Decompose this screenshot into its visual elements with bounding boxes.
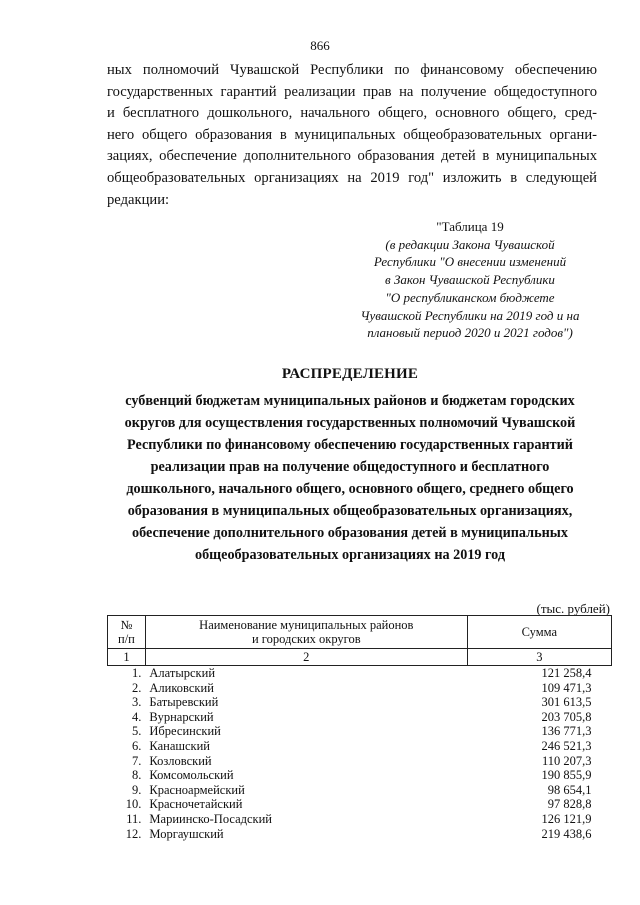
intro-line: зациях, обеспечение дополнительного образования детей в муниципальных (107, 148, 597, 165)
row-sum: 98 654,1 (547, 782, 592, 797)
column-number-row (108, 649, 612, 666)
row-sum: 110 207,3 (541, 753, 592, 768)
row-sum: 97 828,8 (547, 797, 592, 812)
subtitle-line: округов для осуществления государственных полномочий Чувашской (124, 415, 576, 431)
row-name: Красночетайский (149, 797, 243, 812)
column-number: 2 (145, 649, 467, 666)
header-name-line: и городских округов (251, 632, 361, 646)
subtitle-line: общеобразовательных организациях на 2019 год (194, 547, 506, 563)
subtitle-line: дошкольного, начального общего, основного общего, среднего общего (126, 481, 574, 497)
row-name: Мариинско-Посадский (149, 811, 272, 826)
units-label: (тыс. рублей) (536, 601, 610, 616)
table-row (108, 768, 612, 783)
distribution-subtitle (100, 390, 600, 566)
row-num: 9. (132, 782, 142, 797)
row-sum: 219 438,6 (541, 826, 592, 841)
table-note-line: (в редакции Закона Чувашской (385, 236, 555, 252)
row-sum: 109 471,3 (541, 680, 592, 695)
header-name-line: Наименование муниципальных районов (199, 618, 414, 632)
header-num (108, 616, 146, 649)
table-note-line: в Закон Чувашской Республики (385, 272, 555, 288)
row-num: 6. (132, 738, 142, 753)
row-name: Комсомольский (149, 768, 234, 783)
intro-line: и бесплатного дошкольного, начального общего, основного общего, сред- (107, 105, 597, 122)
intro-line: него общего образования в муниципальных общеобразовательных органи- (107, 126, 597, 143)
row-sum: 190 855,9 (541, 768, 592, 783)
row-sum: 121 258,4 (541, 666, 592, 680)
row-sum: 136 771,3 (541, 724, 592, 739)
row-sum: 203 705,8 (541, 709, 592, 724)
row-num: 1. (132, 666, 142, 680)
row-sum: 126 121,9 (541, 811, 592, 826)
table-row (108, 666, 612, 681)
table-row (108, 695, 612, 710)
row-name: Козловский (149, 753, 212, 768)
table-row (108, 681, 612, 696)
table-row (108, 754, 612, 769)
table-note-line: Республики "О внесении изменений (373, 254, 567, 270)
row-num: 4. (132, 709, 142, 724)
row-name: Красноармейский (149, 782, 245, 797)
table-row (108, 797, 612, 812)
table-row (108, 739, 612, 754)
row-name: Аликовский (149, 680, 214, 695)
row-num: 7. (132, 753, 142, 768)
row-name: Батыревский (149, 695, 219, 710)
row-num: 5. (132, 724, 142, 739)
header-sum: Сумма (467, 616, 611, 649)
column-number: 1 (108, 649, 146, 666)
row-sum: 301 613,5 (541, 695, 592, 710)
header-num-line: № (120, 618, 133, 632)
column-number: 3 (467, 649, 611, 666)
header-name (145, 616, 467, 649)
row-num: 2. (132, 680, 142, 695)
table-row (108, 783, 612, 798)
row-num: 3. (132, 695, 142, 710)
subtitle-line: реализации прав на получение общедоступного и бесплатного (150, 459, 550, 475)
row-name: Моргаушский (149, 826, 224, 841)
intro-line: общеобразовательных организациях на 2019 год" изложить в следующей (107, 169, 597, 186)
row-num: 11. (126, 811, 142, 826)
page-number: 866 (310, 38, 330, 53)
table-note (330, 218, 610, 342)
subtitle-line: Республики по финансовому обеспечению государственных гарантий (127, 437, 573, 453)
row-num: 10. (125, 797, 142, 812)
subtitle-line: субвенций бюджетам муниципальных районов и бюджетам городских (125, 393, 575, 409)
row-num: 8. (132, 768, 142, 783)
row-name: Алатырский (149, 666, 216, 680)
table-note-line: "О республиканском бюджете (385, 289, 555, 305)
intro-line: государственных гарантий реализации прав на получение общедоступного (107, 83, 597, 100)
intro-line: ных полномочий Чувашской Республики по финансовому обеспечению (107, 62, 597, 78)
row-sum: 246 521,3 (541, 738, 592, 753)
table-row (108, 827, 612, 842)
table-row (108, 724, 612, 739)
table-header-row (108, 616, 612, 649)
header-num-line: п/п (118, 632, 135, 646)
table-note-label: "Таблица 19 (436, 219, 504, 234)
row-num: 12. (125, 826, 142, 841)
table-row (108, 710, 612, 725)
subtitle-line: образования в муниципальных общеобразовательных организациях, (127, 503, 573, 519)
subtitle-line: обеспечение дополнительного образования детей в муниципальных (132, 525, 568, 541)
table-row (108, 812, 612, 827)
table-note-line: Чувашской Республики на 2019 год и на (360, 307, 580, 323)
row-name: Канашский (149, 738, 210, 753)
table-note-line: плановый период 2020 и 2021 годов") (367, 325, 573, 341)
row-name: Ибресинский (149, 724, 221, 739)
intro-paragraph (107, 60, 597, 211)
distribution-heading: РАСПРЕДЕЛЕНИЕ (281, 366, 419, 382)
row-name: Вурнарский (149, 709, 214, 724)
intro-line: редакции: (107, 191, 170, 208)
distribution-table (107, 615, 612, 841)
